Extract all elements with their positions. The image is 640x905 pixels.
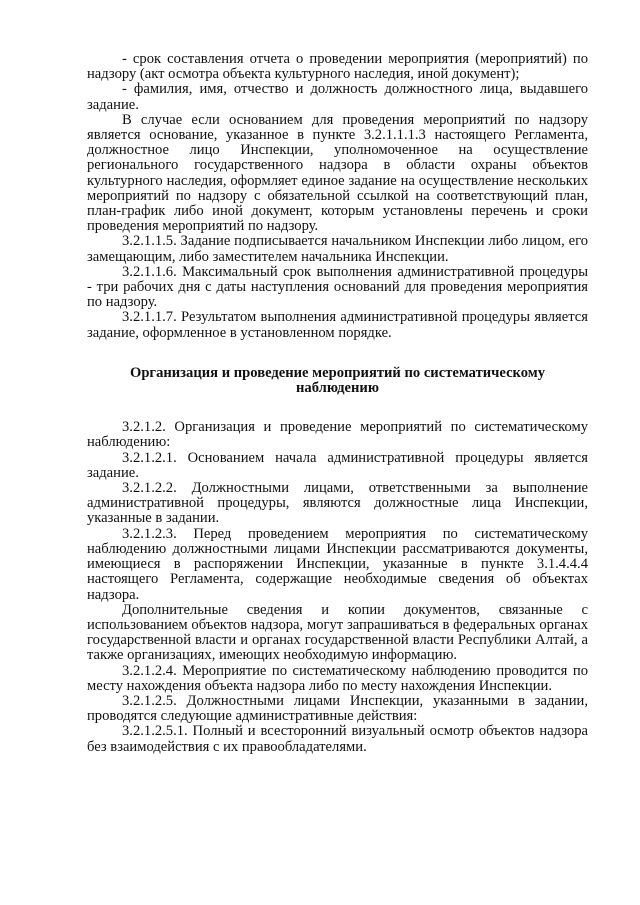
paragraph-3-2-1-2-5-1: 3.2.1.2.5.1. Полный и всесторонний визуальный осмотр объектов надзора без взаимодействия с их правообладателями. [87, 723, 588, 755]
paragraph-3-2-1-2-1: 3.2.1.2.1. Основанием начала административной процедуры является задание. [87, 449, 588, 481]
paragraph-3-2-1-2-2: 3.2.1.2.2. Должностными лицами, ответственными за выполнение административной процедуры, являются должностные лица Инспекции, указанные в задании. [87, 480, 588, 527]
spacer [87, 396, 588, 420]
section-heading: Организация и проведение мероприятий по систематическому наблюдению [129, 364, 546, 397]
paragraph-additional-info: Дополнительные сведения и копии документов, связанные с использованием объектов надзора, могут запрашиваться в федеральных органах государственной власти и органах государственной власти Республики Алтай, а также организациях, имеющих необходимую информацию. [87, 601, 588, 664]
spacer [87, 341, 588, 366]
paragraph-single-assignment: В случае если основанием для проведения мероприятий по надзору является основание, указанное в пункте 3.2.1.1.1.3 настоящего Регламента, должностное лицо Инспекции, уполномоченное на осуществление регионального государственного надзора в области охраны объектов культурного наследия, оформляет единое задание на осуществление нескольких мероприятий по надзору с обязательной ссылкой на соответствующий план, план-график либо иной документ, которым установлены перечень и сроки проведения мероприятий по надзору. [87, 111, 588, 235]
paragraph-3-2-1-1-6: 3.2.1.1.6. Максимальный срок выполнения административной процедуры - три рабочих дня с даты наступления оснований для проведения мероприятия по надзору. [87, 263, 588, 311]
paragraph-3-2-1-2-4: 3.2.1.2.4. Мероприятие по систематическому наблюдению проводится по месту нахождения объекта надзора либо по месту нахождения Инспекции. [87, 662, 588, 694]
paragraph-report-deadline: - срок составления отчета о проведении мероприятия (мероприятий) по надзору (акт осмотра объекта культурного наследия, иной документ); [87, 51, 588, 83]
paragraph-3-2-1-2-3: 3.2.1.2.3. Перед проведением мероприятия по систематическому наблюдению должностными лицами Инспекции рассматриваются документы, имеющиеся в распоряжении Инспекции, указанные в пункте 3.1.4.4.4 настоящего Регламента, содержащие необходимые сведения об объектах надзора. [87, 525, 588, 603]
paragraph-issuer-name: - фамилия, имя, отчество и должность должностного лица, выдавшего задание. [87, 81, 588, 113]
paragraph-3-2-1-2: 3.2.1.2. Организация и проведение мероприятий по систематическому наблюдению: [87, 419, 588, 451]
paragraph-3-2-1-1-5: 3.2.1.1.5. Задание подписывается начальником Инспекции либо лицом, его замещающим, либо заместителем начальника Инспекции. [87, 233, 588, 265]
paragraph-3-2-1-1-7: 3.2.1.1.7. Результатом выполнения административной процедуры является задание, оформленное в установленном порядке. [87, 309, 588, 341]
document-page [87, 52, 588, 755]
paragraph-3-2-1-2-5: 3.2.1.2.5. Должностными лицами Инспекции, указанными в задании, проводятся следующие административные действия: [87, 692, 588, 725]
